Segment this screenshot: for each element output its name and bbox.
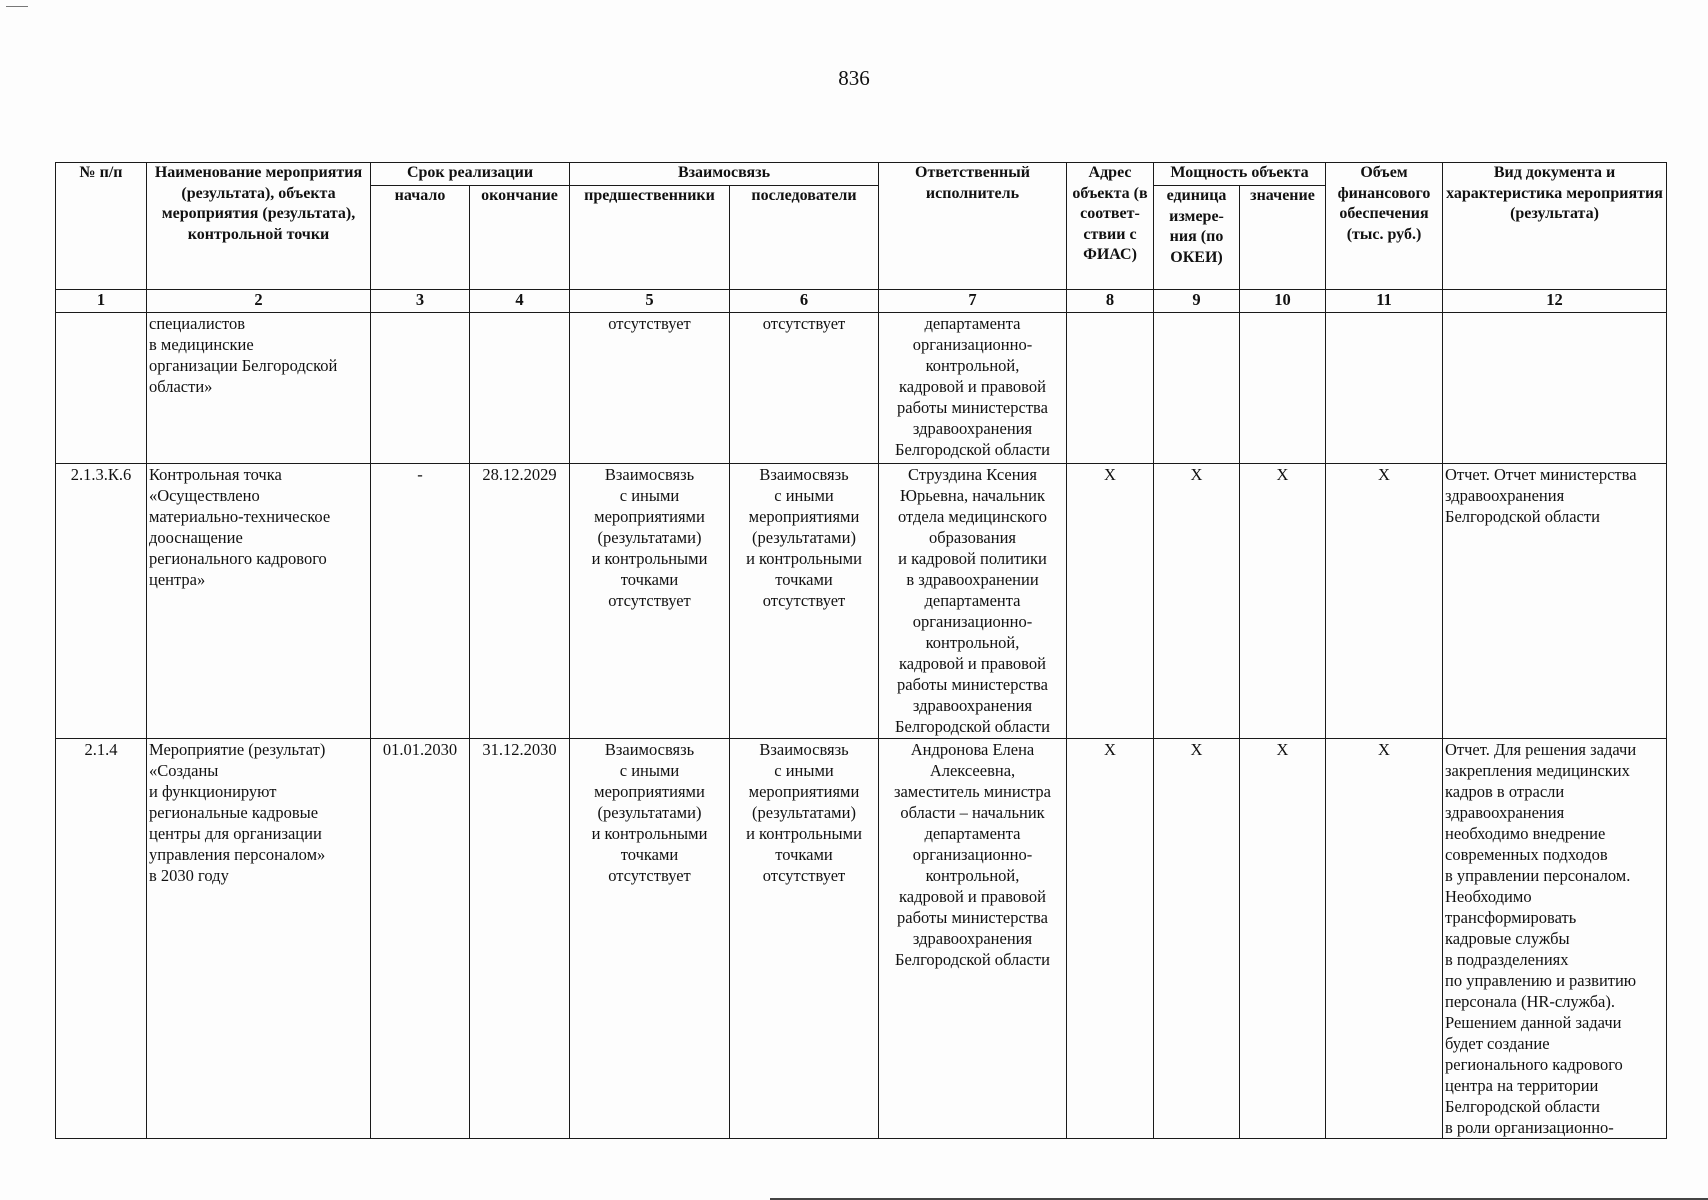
document-description (1443, 313, 1667, 464)
header-activity-name: Наименование мероприятия (результата), объекта мероприятия (результата), контрольной точки (147, 163, 371, 290)
term-start (371, 313, 470, 464)
capacity-unit (1154, 313, 1240, 464)
link-predecessors: Взаимосвязь с иными мероприятиями (результатами) и контрольными точками отсутствует (570, 739, 730, 1139)
column-number: 10 (1240, 290, 1326, 313)
object-address: Х (1067, 739, 1154, 1139)
column-number: 6 (730, 290, 879, 313)
term-end: 31.12.2030 (470, 739, 570, 1139)
header-address: Адрес объекта (в соответ-ствии с ФИАС) (1067, 163, 1154, 290)
header-term-group: Срок реализации (371, 163, 570, 186)
header-link-group: Взаимосвязь (570, 163, 879, 186)
capacity-unit: Х (1154, 739, 1240, 1139)
column-number: 4 (470, 290, 570, 313)
page-number: 836 (838, 66, 870, 90)
activity-name: Контрольная точка «Осуществлено материально-техническое дооснащение регионального кадрового центра» (147, 464, 371, 739)
column-number: 3 (371, 290, 470, 313)
term-start: 01.01.2030 (371, 739, 470, 1139)
capacity-unit: Х (1154, 464, 1240, 739)
header-row-number: № п/п (56, 163, 147, 290)
header-finance: Объем финансового обеспечения (тыс. руб.) (1326, 163, 1443, 290)
column-number: 7 (879, 290, 1067, 313)
link-predecessors: отсутствует (570, 313, 730, 464)
finance-volume: Х (1326, 739, 1443, 1139)
header-link-predecessors: предшественники (570, 186, 730, 290)
link-successors: отсутствует (730, 313, 879, 464)
header-capacity-unit: единица измере-ния (по ОКЕИ) (1154, 186, 1240, 290)
link-successors: Взаимосвязь с иными мероприятиями (результатами) и контрольными точками отсутствует (730, 739, 879, 1139)
responsible-executor: Андронова Елена Алексеевна, заместитель министра области – начальник департамента организационно- контрольной, кадровой и правовой работы министерства здравоохранения Белгородской области (879, 739, 1067, 1139)
finance-volume: Х (1326, 464, 1443, 739)
row-number: 2.1.4 (56, 739, 147, 1139)
column-number: 12 (1443, 290, 1667, 313)
link-predecessors: Взаимосвязь с иными мероприятиями (результатами) и контрольными точками отсутствует (570, 464, 730, 739)
header-responsible: Ответственный исполнитель (879, 163, 1067, 290)
capacity-value: Х (1240, 464, 1326, 739)
object-address (1067, 313, 1154, 464)
row-number: 2.1.3.К.6 (56, 464, 147, 739)
term-end (470, 313, 570, 464)
activities-table (55, 162, 1667, 1139)
responsible-executor: департамента организационно- контрольной, кадровой и правовой работы министерства здравоохранения Белгородской области (879, 313, 1067, 464)
column-number: 5 (570, 290, 730, 313)
link-successors: Взаимосвязь с иными мероприятиями (результатами) и контрольными точками отсутствует (730, 464, 879, 739)
object-address: Х (1067, 464, 1154, 739)
header-link-successors: последователи (730, 186, 879, 290)
term-start: - (371, 464, 470, 739)
column-number: 9 (1154, 290, 1240, 313)
responsible-executor: Струздина Ксения Юрьевна, начальник отдела медицинского образования и кадровой политики в здравоохранении департамента организационно- контрольной, кадровой и правовой работы министерства здравоохранения Белгородской области (879, 464, 1067, 739)
header-document: Вид документа и характеристика мероприятия (результата) (1443, 163, 1667, 290)
activity-name: специалистов в медицинские организации Белгородской области» (147, 313, 371, 464)
document-description: Отчет. Отчет министерства здравоохранения Белгородской области (1443, 464, 1667, 739)
column-number: 1 (56, 290, 147, 313)
header-capacity-value: значение (1240, 186, 1326, 290)
header-capacity-group: Мощность объекта (1154, 163, 1326, 186)
capacity-value: Х (1240, 739, 1326, 1139)
column-number-row (56, 290, 1667, 313)
table-row (56, 739, 1667, 1139)
header-term-end: окончание (470, 186, 570, 290)
column-number: 2 (147, 290, 371, 313)
header-term-start: начало (371, 186, 470, 290)
activity-name: Мероприятие (результат) «Созданы и функционируют региональные кадровые центры для организации управления персоналом» в 2030 году (147, 739, 371, 1139)
term-end: 28.12.2029 (470, 464, 570, 739)
table-row (56, 464, 1667, 739)
row-number (56, 313, 147, 464)
document-description: Отчет. Для решения задачи закрепления медицинских кадров в отрасли здравоохранения необходимо внедрение современных подходов в управлении персоналом. Необходимо трансформировать кадровые службы в подразделениях по управлению и развитию персонала (HR-служба). Решением данной задачи будет создание регионального кадрового центра на территории Белгородской области в роли организационно- (1443, 739, 1667, 1139)
capacity-value (1240, 313, 1326, 464)
table-row (56, 313, 1667, 464)
finance-volume (1326, 313, 1443, 464)
scan-corner-mark (6, 6, 28, 7)
column-number: 11 (1326, 290, 1443, 313)
column-number: 8 (1067, 290, 1154, 313)
